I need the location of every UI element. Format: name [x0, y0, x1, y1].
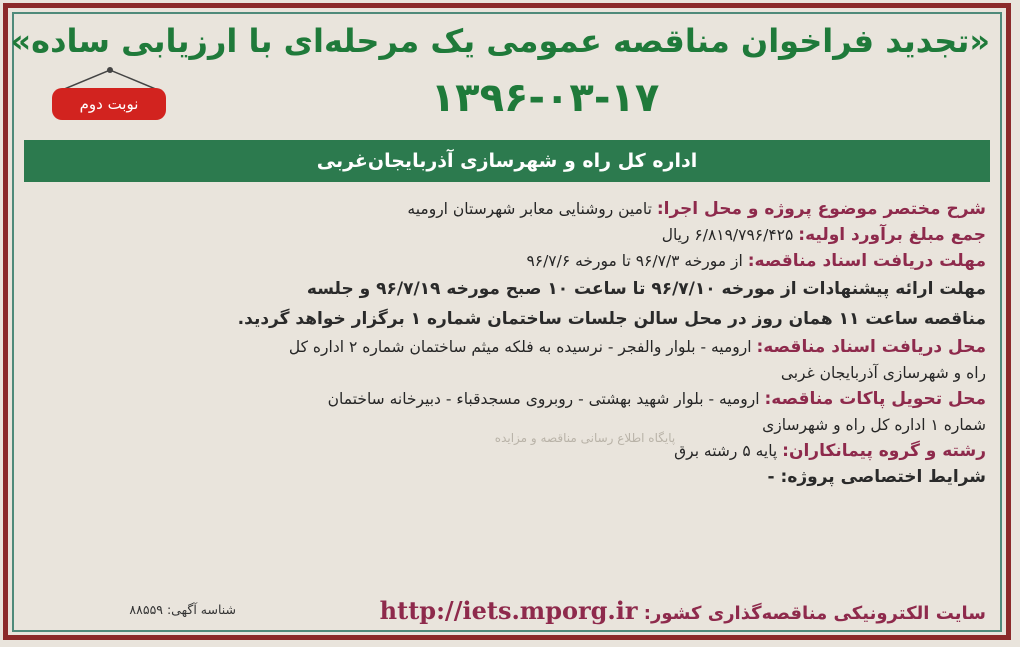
docs-deadline-row	[36, 248, 986, 274]
docs-deadline-value: از مورخه ۹۶/۷/۳ تا مورخه ۹۶/۷/۶	[526, 252, 748, 270]
round-tag-label: نوبت دوم	[52, 88, 166, 120]
docs-place-line-2: راه و شهرسازی آذربایجان غربی	[780, 364, 986, 382]
website-label: سایت الکترونیکی مناقصه‌گذاری کشور:	[637, 603, 986, 624]
round-tag-badge	[52, 66, 168, 126]
delivery-label: محل تحویل پاکات مناقصه:	[764, 389, 986, 409]
ad-id: شناسه آگهی: ۸۸۵۵۹	[129, 602, 236, 617]
delivery-value: ارومیه - بلوار شهید بهشتی - روبروی مسجدقباء - دبیرخانه ساختمان	[327, 390, 765, 408]
organization-banner: اداره کل راه و شهرسازی آذربایجان‌غربی	[24, 140, 990, 182]
hanging-string-icon	[58, 66, 162, 90]
budget-value: ۶/۸۱۹/۷۹۶/۴۲۵ ریال	[661, 226, 799, 244]
special-conditions: شرایط اختصاصی پروژه: -	[767, 467, 986, 487]
notice-date: ۱۳۹۶-۰۳-۱۷	[430, 75, 660, 121]
bid-deadline-line-1: مهلت ارائه پیشنهادات از مورخه ۹۶/۷/۱۰ تا ساعت ۱۰ صبح مورخه ۹۶/۷/۱۹ و جلسه	[306, 279, 986, 299]
delivery-line-2: شماره ۱ اداره کل راه و شهرسازی	[762, 416, 986, 434]
grade-label: رشته و گروه پیمانکاران:	[782, 441, 986, 461]
docs-place-value: ارومیه - بلوار والفجر - نرسیده به فلکه میثم ساختمان شماره ۲ اداره کل	[288, 338, 757, 356]
project-value: تامین روشنایی معابر شهرستان ارومیه	[407, 200, 657, 218]
watermark-text: پایگاه اطلاع رسانی مناقصه و مزایده	[494, 431, 676, 445]
budget-row	[36, 222, 986, 248]
grade-value: پایه ۵ رشته برق	[674, 442, 783, 460]
delivery-row	[36, 386, 986, 412]
budget-label: جمع مبلغ برآورد اولیه:	[798, 225, 986, 245]
bid-deadline-line-2: مناقصه ساعت ۱۱ همان روز در محل سالن جلسات ساختمان شماره ۱ برگزار خواهد گردید.	[237, 309, 986, 329]
website-row	[270, 596, 986, 630]
docs-place-row	[36, 334, 986, 360]
docs-deadline-label: مهلت دریافت اسناد مناقصه:	[747, 251, 986, 271]
docs-place-label: محل دریافت اسناد مناقصه:	[756, 337, 986, 357]
website-link[interactable]: http://iets.mporg.ir	[379, 596, 638, 625]
project-row	[36, 196, 986, 222]
notice-title: «تجدید فراخوان مناقصه عمومی یک مرحله‌ای با ارزیابی ساده»	[10, 22, 990, 60]
project-label: شرح مختصر موضوع پروژه و محل اجرا:	[656, 199, 986, 219]
